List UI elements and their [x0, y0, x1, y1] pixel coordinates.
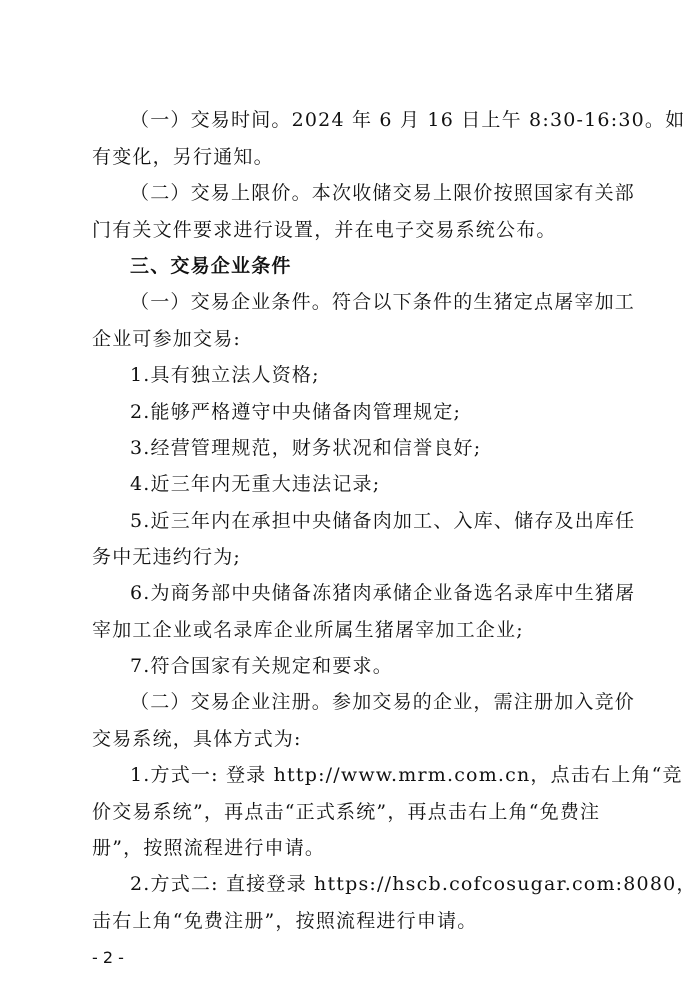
- list-item-continuation: 价交易系统”，再点击“正式系统”，再点击右上角“免费注: [92, 801, 601, 823]
- list-item: 2.方式二: 直接登录 https://hscb.cofcosugar.com:8080，: [130, 873, 697, 895]
- paragraph-line: （一）交易企业条件。符合以下条件的生猪定点屠宰加工: [130, 291, 636, 313]
- list-item: 5.近三年内在承担中央储备肉加工、入库、储存及出库任: [130, 510, 636, 532]
- list-item: 2.能够严格遵守中央储备肉管理规定;: [130, 401, 462, 423]
- list-item-continuation: 击右上角“免费注册”，按照流程进行申请。: [92, 910, 478, 932]
- list-item: 3.经营管理规范，财务状况和信誉良好;: [130, 437, 482, 459]
- paragraph-line: （二）交易企业注册。参加交易的企业，需注册加入竞价: [130, 691, 636, 713]
- list-item-continuation: 册”，按照流程进行申请。: [92, 837, 326, 859]
- paragraph-line: 有变化，另行通知。: [92, 146, 274, 168]
- page-number: - 2 -: [92, 948, 124, 967]
- list-item: 6.为商务部中央储备冻猪肉承储企业备选名录库中生猪屠: [130, 582, 636, 604]
- paragraph-line: 门有关文件要求进行设置，并在电子交易系统公布。: [92, 219, 557, 241]
- paragraph-line: （一）交易时间。2024 年 6 月 16 日上午 8:30-16:30。如: [130, 109, 686, 131]
- list-item-continuation: 务中无违约行为;: [92, 546, 242, 568]
- list-item: 7.符合国家有关规定和要求。: [130, 655, 393, 677]
- list-item: 1.具有独立法人资格;: [130, 364, 320, 386]
- list-item-continuation: 宰加工企业或名录库企业所属生猪屠宰加工企业;: [92, 619, 524, 641]
- paragraph-line: 交易系统，具体方式为:: [92, 728, 302, 750]
- section-heading: 三、交易企业条件: [130, 255, 292, 277]
- list-item: 1.方式一: 登录 http://www.mrm.com.cn，点击右上角“竞: [130, 764, 683, 786]
- paragraph-line: 企业可参加交易:: [92, 328, 242, 350]
- list-item: 4.近三年内无重大违法记录;: [130, 473, 381, 495]
- paragraph-line: （二）交易上限价。本次收储交易上限价按照国家有关部: [130, 182, 636, 204]
